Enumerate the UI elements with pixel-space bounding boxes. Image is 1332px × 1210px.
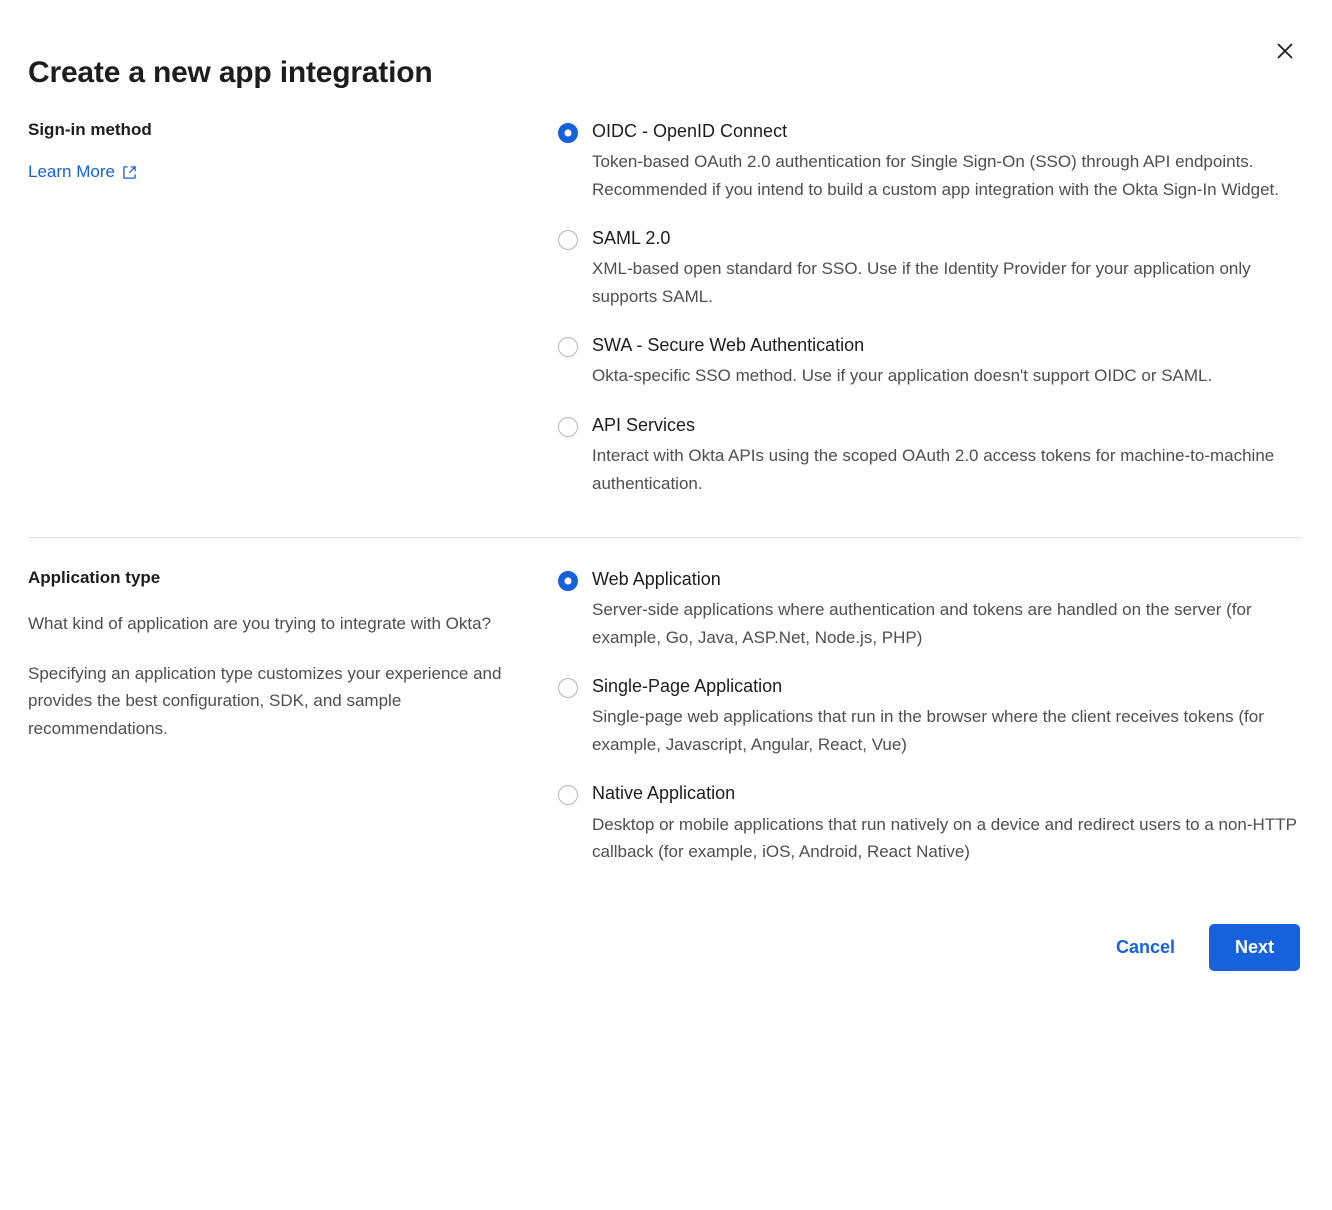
signin-option-swa-label[interactable]: SWA - Secure Web Authentication: [592, 335, 865, 356]
next-button[interactable]: Next: [1209, 924, 1300, 971]
signin-option-saml-body: [592, 225, 1302, 310]
cancel-button[interactable]: Cancel: [1102, 927, 1189, 968]
signin-option-api-services-description: Interact with Okta APIs using the scoped OAuth 2.0 access tokens for machine-to-machine authentication.: [592, 446, 1275, 493]
radio-native-application[interactable]: [558, 785, 578, 805]
app-type-option-spa-description: Single-page web applications that run in the browser where the client receives tokens (for example, Javascript, Angular, React, Vue): [592, 707, 1264, 754]
signin-option-swa[interactable]: [558, 332, 1302, 390]
app-type-option-web-description: Server-side applications where authentication and tokens are handled on the server (for example, Go, Java, ASP.Net, Node.js, PHP): [592, 600, 1252, 647]
page-title: Create a new app integration: [28, 56, 433, 89]
application-type-options: [558, 538, 1302, 865]
radio-swa[interactable]: [558, 337, 578, 357]
signin-option-saml-description: XML-based open standard for SSO. Use if the Identity Provider for your application only supports SAML.: [592, 259, 1251, 306]
app-type-option-web-label[interactable]: Web Application: [592, 569, 721, 590]
radio-saml[interactable]: [558, 230, 578, 250]
close-icon[interactable]: [1268, 34, 1302, 68]
signin-option-saml-label[interactable]: SAML 2.0: [592, 228, 671, 249]
signin-method-section: [0, 90, 1332, 497]
app-type-option-native-label[interactable]: Native Application: [592, 783, 736, 804]
app-type-option-spa-body: [592, 673, 1302, 758]
application-type-label: Application type: [28, 568, 161, 588]
signin-method-label: Sign-in method: [28, 120, 152, 139]
application-type-left: [28, 538, 558, 742]
signin-option-oidc-label[interactable]: OIDC - OpenID Connect: [592, 121, 788, 141]
signin-option-api-services-body: [592, 412, 1302, 497]
application-type-description-2: Specifying an application type customizes your experience and provides the best configuration, SDK, and sample recommendations.: [28, 663, 502, 738]
radio-oidc[interactable]: [558, 123, 578, 143]
app-type-option-spa[interactable]: [558, 673, 1302, 758]
signin-option-api-services[interactable]: [558, 412, 1302, 497]
signin-option-swa-description: Okta-specific SSO method. Use if your application doesn't support OIDC or SAML.: [592, 366, 1213, 386]
external-link-icon: [122, 165, 137, 180]
signin-option-oidc-description: Token-based OAuth 2.0 authentication for Single Sign-On (SSO) through API endpoints. Recommended if you intend to build a custom app integration with the Okta Sign-In Widget.: [592, 152, 1279, 199]
dialog-footer: [0, 866, 1332, 971]
learn-more-link[interactable]: [28, 162, 137, 182]
signin-option-oidc-body: [592, 118, 1302, 203]
signin-method-left: [28, 90, 558, 182]
app-type-option-web[interactable]: [558, 566, 1302, 651]
signin-method-options: [558, 90, 1302, 497]
radio-single-page-application[interactable]: [558, 678, 578, 698]
app-type-option-native[interactable]: [558, 780, 1302, 865]
radio-web-application[interactable]: [558, 571, 578, 591]
app-type-option-native-body: [592, 780, 1302, 865]
radio-api-services[interactable]: [558, 417, 578, 437]
signin-option-api-services-label[interactable]: API Services: [592, 414, 696, 435]
app-type-option-web-body: [592, 566, 1302, 651]
app-type-option-native-description: Desktop or mobile applications that run natively on a device and redirect users to a non-HTTP callback (for example, iOS, Android, React Native): [592, 814, 1297, 862]
application-type-description-1: What kind of application are you trying to integrate with Okta?: [28, 614, 492, 634]
signin-option-saml[interactable]: [558, 225, 1302, 310]
learn-more-label: Learn More: [28, 162, 115, 181]
app-type-option-spa-label[interactable]: Single-Page Application: [592, 676, 783, 697]
signin-option-oidc[interactable]: [558, 118, 1302, 203]
signin-option-swa-body: [592, 332, 1302, 390]
application-type-section: [0, 538, 1332, 865]
